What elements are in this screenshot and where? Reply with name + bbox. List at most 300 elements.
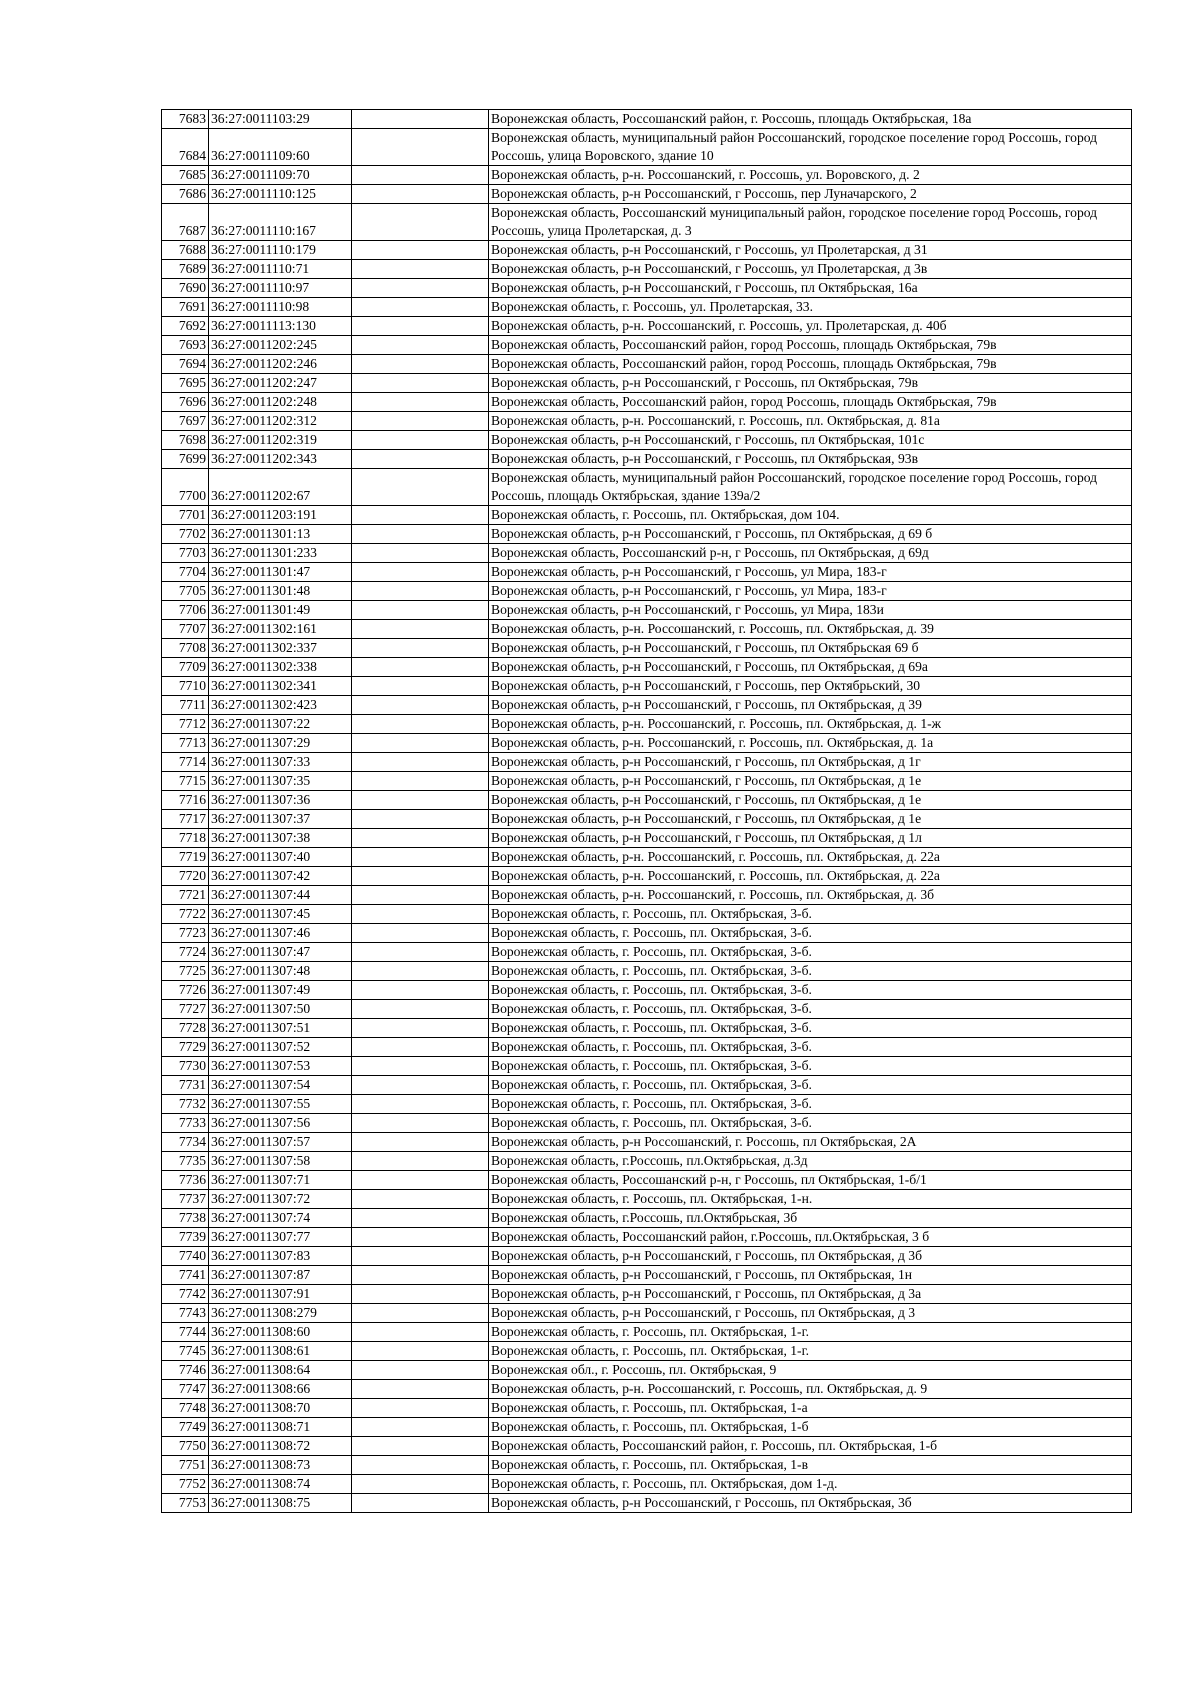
empty-cell — [352, 1494, 489, 1513]
empty-cell — [352, 431, 489, 450]
table-row — [162, 336, 1132, 355]
table-row — [162, 450, 1132, 469]
cadastral-number-cell: 36:27:0011110:179 — [209, 241, 352, 260]
empty-cell — [352, 1342, 489, 1361]
address-cell: Воронежская область, р-н Россошанский, г Россошь, пл Октябрьская, 101с — [489, 431, 1132, 450]
address-cell: Воронежская область, г. Россошь, пл. Октябрьская, 3-б. — [489, 1057, 1132, 1076]
table-row — [162, 696, 1132, 715]
address-cell: Воронежская область, р-н. Россошанский, г. Россошь, пл. Октябрьская, д. 1-ж — [489, 715, 1132, 734]
empty-cell — [352, 1076, 489, 1095]
table-row — [162, 525, 1132, 544]
address-cell: Воронежская область, Россошанский район, город Россошь, площадь Октябрьская, 79в — [489, 393, 1132, 412]
empty-cell — [352, 298, 489, 317]
cadastral-number-cell: 36:27:0011307:47 — [209, 943, 352, 962]
table-row — [162, 677, 1132, 696]
table-row — [162, 1171, 1132, 1190]
empty-cell — [352, 1266, 489, 1285]
empty-cell — [352, 1456, 489, 1475]
cadastral-number-cell: 36:27:0011307:52 — [209, 1038, 352, 1057]
address-cell: Воронежская область, г. Россошь, пл. Октябрьская, 1-н. — [489, 1190, 1132, 1209]
address-cell: Воронежская область, р-н Россошанский, г Россошь, пл Октябрьская, 3б — [489, 1494, 1132, 1513]
cadastral-number-cell: 36:27:0011202:312 — [209, 412, 352, 431]
row-number-cell: 7741 — [162, 1266, 209, 1285]
row-number-cell: 7737 — [162, 1190, 209, 1209]
table-row — [162, 1456, 1132, 1475]
table-row — [162, 393, 1132, 412]
cadastral-number-cell: 36:27:0011302:337 — [209, 639, 352, 658]
empty-cell — [352, 867, 489, 886]
address-cell: Воронежская область, р-н Россошанский, г Россошь, пл Октябрьская, д 3а — [489, 1285, 1132, 1304]
row-number-cell: 7706 — [162, 601, 209, 620]
table-row — [162, 829, 1132, 848]
table-row — [162, 962, 1132, 981]
row-number-cell: 7738 — [162, 1209, 209, 1228]
cadastral-number-cell: 36:27:0011308:73 — [209, 1456, 352, 1475]
row-number-cell: 7689 — [162, 260, 209, 279]
table-row — [162, 905, 1132, 924]
row-number-cell: 7703 — [162, 544, 209, 563]
address-cell: Воронежская область, р-н Россошанский, г Россошь, пл Октябрьская, 1н — [489, 1266, 1132, 1285]
empty-cell — [352, 772, 489, 791]
row-number-cell: 7730 — [162, 1057, 209, 1076]
row-number-cell: 7722 — [162, 905, 209, 924]
row-number-cell: 7716 — [162, 791, 209, 810]
address-cell: Воронежская область, р-н. Россошанский, г. Россошь, пл. Октябрьская, д. 22а — [489, 848, 1132, 867]
table-row — [162, 1285, 1132, 1304]
table-row — [162, 1247, 1132, 1266]
address-cell: Воронежская область, р-н Россошанский, г Россошь, пл Октябрьская, д 69а — [489, 658, 1132, 677]
empty-cell — [352, 1171, 489, 1190]
table-row — [162, 469, 1132, 506]
cadastral-number-cell: 36:27:0011302:423 — [209, 696, 352, 715]
row-number-cell: 7687 — [162, 204, 209, 241]
table-row — [162, 204, 1132, 241]
table-row — [162, 260, 1132, 279]
row-number-cell: 7745 — [162, 1342, 209, 1361]
address-cell: Воронежская область, Россошанский р-н, г Россошь, пл Октябрьская, д 69д — [489, 544, 1132, 563]
address-cell: Воронежская область, Россошанский район, город Россошь, площадь Октябрьская, 79в — [489, 355, 1132, 374]
cadastral-number-cell: 36:27:0011307:56 — [209, 1114, 352, 1133]
table-row — [162, 1475, 1132, 1494]
empty-cell — [352, 829, 489, 848]
address-cell: Воронежская область, г. Россошь, пл. Октябрьская, 1-б — [489, 1418, 1132, 1437]
empty-cell — [352, 810, 489, 829]
table-row — [162, 1000, 1132, 1019]
table-row — [162, 355, 1132, 374]
table-row — [162, 1380, 1132, 1399]
table-row — [162, 601, 1132, 620]
empty-cell — [352, 317, 489, 336]
row-number-cell: 7732 — [162, 1095, 209, 1114]
cadastral-number-cell: 36:27:0011307:38 — [209, 829, 352, 848]
empty-cell — [352, 639, 489, 658]
address-cell: Воронежская область, р-н Россошанский, г Россошь, ул Мира, 183и — [489, 601, 1132, 620]
cadastral-number-cell: 36:27:0011307:46 — [209, 924, 352, 943]
address-cell: Воронежская область, р-н Россошанский, г Россошь, ул Мира, 183-г — [489, 582, 1132, 601]
cadastral-number-cell: 36:27:0011110:98 — [209, 298, 352, 317]
address-cell: Воронежская область, р-н Россошанский, г Россошь, пл Октябрьская, д 69 б — [489, 525, 1132, 544]
address-cell: Воронежская область, г. Россошь, пл. Октябрьская, 3-б. — [489, 962, 1132, 981]
empty-cell — [352, 1247, 489, 1266]
address-cell: Воронежская область, г. Россошь, пл. Октябрьская, 1-г. — [489, 1323, 1132, 1342]
cadastral-number-cell: 36:27:0011202:67 — [209, 469, 352, 506]
cadastral-number-cell: 36:27:0011308:64 — [209, 1361, 352, 1380]
row-number-cell: 7729 — [162, 1038, 209, 1057]
cadastral-number-cell: 36:27:0011110:71 — [209, 260, 352, 279]
empty-cell — [352, 734, 489, 753]
table-row — [162, 279, 1132, 298]
table-row — [162, 1038, 1132, 1057]
empty-cell — [352, 110, 489, 129]
empty-cell — [352, 905, 489, 924]
cadastral-number-cell: 36:27:0011308:74 — [209, 1475, 352, 1494]
address-cell: Воронежская область, р-н Россошанский, г Россошь, пл Октябрьская, д 3б — [489, 1247, 1132, 1266]
address-cell: Воронежская область, г.Россошь, пл.Октябрьская, 3б — [489, 1209, 1132, 1228]
table-row — [162, 1095, 1132, 1114]
table-row — [162, 867, 1132, 886]
row-number-cell: 7710 — [162, 677, 209, 696]
cadastral-number-cell: 36:27:0011302:341 — [209, 677, 352, 696]
row-number-cell: 7724 — [162, 943, 209, 962]
address-cell: Воронежская область, р-н Россошанский, г Россошь, ул Пролетарская, д 3в — [489, 260, 1132, 279]
address-cell: Воронежская область, г. Россошь, пл. Октябрьская, 3-б. — [489, 1095, 1132, 1114]
address-cell: Воронежская область, г. Россошь, пл. Октябрьская, 3-б. — [489, 1000, 1132, 1019]
empty-cell — [352, 1380, 489, 1399]
cadastral-number-cell: 36:27:0011307:71 — [209, 1171, 352, 1190]
address-cell: Воронежская область, р-н Россошанский, г Россошь, пл Октябрьская, д 1л — [489, 829, 1132, 848]
cadastral-number-cell: 36:27:0011307:29 — [209, 734, 352, 753]
table-row — [162, 563, 1132, 582]
table-row — [162, 1133, 1132, 1152]
address-cell: Воронежская область, р-н Россошанский, г Россошь, ул Мира, 183-г — [489, 563, 1132, 582]
cadastral-number-cell: 36:27:0011307:22 — [209, 715, 352, 734]
empty-cell — [352, 658, 489, 677]
row-number-cell: 7728 — [162, 1019, 209, 1038]
cadastral-number-cell: 36:27:0011203:191 — [209, 506, 352, 525]
address-cell: Воронежская область, г. Россошь, пл. Октябрьская, 3-б. — [489, 1038, 1132, 1057]
address-cell: Воронежская область, г. Россошь, пл. Октябрьская, 1-г. — [489, 1342, 1132, 1361]
row-number-cell: 7750 — [162, 1437, 209, 1456]
row-number-cell: 7751 — [162, 1456, 209, 1475]
address-cell: Воронежская область, р-н. Россошанский, г. Россошь, пл. Октябрьская, д. 3б — [489, 886, 1132, 905]
cadastral-number-cell: 36:27:0011110:125 — [209, 185, 352, 204]
empty-cell — [352, 582, 489, 601]
empty-cell — [352, 791, 489, 810]
row-number-cell: 7700 — [162, 469, 209, 506]
table-row — [162, 110, 1132, 129]
table-row — [162, 166, 1132, 185]
empty-cell — [352, 962, 489, 981]
empty-cell — [352, 260, 489, 279]
cadastral-number-cell: 36:27:0011307:72 — [209, 1190, 352, 1209]
cadastral-number-cell: 36:27:0011307:57 — [209, 1133, 352, 1152]
row-number-cell: 7702 — [162, 525, 209, 544]
cadastral-number-cell: 36:27:0011307:77 — [209, 1228, 352, 1247]
row-number-cell: 7699 — [162, 450, 209, 469]
empty-cell — [352, 1323, 489, 1342]
row-number-cell: 7683 — [162, 110, 209, 129]
cadastral-number-cell: 36:27:0011308:66 — [209, 1380, 352, 1399]
table-row — [162, 1494, 1132, 1513]
cadastral-number-cell: 36:27:0011308:71 — [209, 1418, 352, 1437]
address-cell: Воронежская область, Россошанский район, г. Россошь, пл. Октябрьская, 1-б — [489, 1437, 1132, 1456]
table-row — [162, 791, 1132, 810]
cadastral-number-cell: 36:27:0011301:47 — [209, 563, 352, 582]
address-cell: Воронежская область, р-н. Россошанский, г. Россошь, ул. Пролетарская, д. 40б — [489, 317, 1132, 336]
cadastral-number-cell: 36:27:0011301:48 — [209, 582, 352, 601]
address-cell: Воронежская область, г. Россошь, пл. Октябрьская, 3-б. — [489, 943, 1132, 962]
table-row — [162, 943, 1132, 962]
cadastral-number-cell: 36:27:0011202:343 — [209, 450, 352, 469]
row-number-cell: 7743 — [162, 1304, 209, 1323]
address-cell: Воронежская область, р-н Россошанский, г Россошь, пл Октябрьская, д 1е — [489, 810, 1132, 829]
row-number-cell: 7711 — [162, 696, 209, 715]
address-cell: Воронежская область, р-н. Россошанский, г. Россошь, пл. Октябрьская, д. 81а — [489, 412, 1132, 431]
row-number-cell: 7691 — [162, 298, 209, 317]
row-number-cell: 7749 — [162, 1418, 209, 1437]
address-cell: Воронежская область, г. Россошь, пл. Октябрьская, 1-в — [489, 1456, 1132, 1475]
empty-cell — [352, 412, 489, 431]
empty-cell — [352, 924, 489, 943]
row-number-cell: 7718 — [162, 829, 209, 848]
row-number-cell: 7708 — [162, 639, 209, 658]
address-cell: Воронежская область, г. Россошь, пл. Октябрьская, 3-б. — [489, 924, 1132, 943]
cadastral-number-cell: 36:27:0011308:70 — [209, 1399, 352, 1418]
row-number-cell: 7753 — [162, 1494, 209, 1513]
row-number-cell: 7694 — [162, 355, 209, 374]
row-number-cell: 7725 — [162, 962, 209, 981]
cadastral-number-cell: 36:27:0011202:248 — [209, 393, 352, 412]
table-row — [162, 544, 1132, 563]
table-row — [162, 506, 1132, 525]
address-cell: Воронежская область, р-н Россошанский, г Россошь, пл Октябрьская, д 1г — [489, 753, 1132, 772]
address-cell: Воронежская область, р-н. Россошанский, г. Россошь, пл. Октябрьская, д. 39 — [489, 620, 1132, 639]
table-row — [162, 772, 1132, 791]
row-number-cell: 7714 — [162, 753, 209, 772]
address-cell: Воронежская область, р-н Россошанский, г Россошь, пл Октябрьская 69 б — [489, 639, 1132, 658]
row-number-cell: 7733 — [162, 1114, 209, 1133]
address-cell: Воронежская обл., г. Россошь, пл. Октябрьская, 9 — [489, 1361, 1132, 1380]
empty-cell — [352, 506, 489, 525]
table-row — [162, 1399, 1132, 1418]
address-cell: Воронежская область, Россошанский муниципальный район, городское поселение город Россошь, город Россошь, улица Пролетарская, д. 3 — [489, 204, 1132, 241]
records-table — [161, 109, 1132, 1513]
address-cell: Воронежская область, р-н Россошанский, г Россошь, пер Луначарского, 2 — [489, 185, 1132, 204]
empty-cell — [352, 204, 489, 241]
table-row — [162, 129, 1132, 166]
address-cell: Воронежская область, г. Россошь, пл. Октябрьская, 3-б. — [489, 1114, 1132, 1133]
row-number-cell: 7739 — [162, 1228, 209, 1247]
cadastral-number-cell: 36:27:0011307:83 — [209, 1247, 352, 1266]
cadastral-number-cell: 36:27:0011307:36 — [209, 791, 352, 810]
empty-cell — [352, 450, 489, 469]
table-row — [162, 639, 1132, 658]
address-cell: Воронежская область, Россошанский район, г. Россошь, площадь Октябрьская, 18а — [489, 110, 1132, 129]
empty-cell — [352, 677, 489, 696]
address-cell: Воронежская область, р-н Россошанский, г Россошь, пл Октябрьская, 79в — [489, 374, 1132, 393]
table-row — [162, 1304, 1132, 1323]
address-cell: Воронежская область, Россошанский район, город Россошь, площадь Октябрьская, 79в — [489, 336, 1132, 355]
address-cell: Воронежская область, г. Россошь, пл. Октябрьская, дом 1-д. — [489, 1475, 1132, 1494]
address-cell: Воронежская область, г. Россошь, пл. Октябрьская, 3-б. — [489, 905, 1132, 924]
empty-cell — [352, 1418, 489, 1437]
cadastral-number-cell: 36:27:0011109:60 — [209, 129, 352, 166]
empty-cell — [352, 1057, 489, 1076]
table-row — [162, 317, 1132, 336]
cadastral-number-cell: 36:27:0011301:13 — [209, 525, 352, 544]
empty-cell — [352, 1114, 489, 1133]
row-number-cell: 7734 — [162, 1133, 209, 1152]
address-cell: Воронежская область, р-н Россошанский, г Россошь, пл Октябрьская, д 1е — [489, 791, 1132, 810]
empty-cell — [352, 393, 489, 412]
empty-cell — [352, 1361, 489, 1380]
empty-cell — [352, 1152, 489, 1171]
cadastral-number-cell: 36:27:0011308:72 — [209, 1437, 352, 1456]
cadastral-number-cell: 36:27:0011302:161 — [209, 620, 352, 639]
address-cell: Воронежская область, муниципальный район Россошанский, городское поселение город Россошь, город Россошь, площадь Октябрьская, здание 139а/2 — [489, 469, 1132, 506]
table-row — [162, 1152, 1132, 1171]
empty-cell — [352, 715, 489, 734]
row-number-cell: 7686 — [162, 185, 209, 204]
table-row — [162, 1076, 1132, 1095]
address-cell: Воронежская область, р-н Россошанский, г Россошь, пл Октябрьская, д 1е — [489, 772, 1132, 791]
address-cell: Воронежская область, р-н Россошанский, г Россошь, пл Октябрьская, 93в — [489, 450, 1132, 469]
address-cell: Воронежская область, р-н. Россошанский, г. Россошь, ул. Воровского, д. 2 — [489, 166, 1132, 185]
empty-cell — [352, 1304, 489, 1323]
empty-cell — [352, 1475, 489, 1494]
table-row — [162, 1209, 1132, 1228]
empty-cell — [352, 1038, 489, 1057]
row-number-cell: 7746 — [162, 1361, 209, 1380]
table-row — [162, 981, 1132, 1000]
cadastral-number-cell: 36:27:0011307:44 — [209, 886, 352, 905]
cadastral-number-cell: 36:27:0011308:60 — [209, 1323, 352, 1342]
address-cell: Воронежская область, р-н Россошанский, г Россошь, пл Октябрьская, д 3 — [489, 1304, 1132, 1323]
row-number-cell: 7731 — [162, 1076, 209, 1095]
table-row — [162, 412, 1132, 431]
cadastral-number-cell: 36:27:0011308:61 — [209, 1342, 352, 1361]
empty-cell — [352, 1209, 489, 1228]
table-row — [162, 1057, 1132, 1076]
address-cell: Воронежская область, р-н Россошанский, г Россошь, пер Октябрьский, 30 — [489, 677, 1132, 696]
row-number-cell: 7717 — [162, 810, 209, 829]
row-number-cell: 7723 — [162, 924, 209, 943]
records-table-body — [162, 110, 1132, 1513]
table-row — [162, 658, 1132, 677]
empty-cell — [352, 1437, 489, 1456]
empty-cell — [352, 544, 489, 563]
cadastral-number-cell: 36:27:0011307:54 — [209, 1076, 352, 1095]
empty-cell — [352, 563, 489, 582]
row-number-cell: 7685 — [162, 166, 209, 185]
empty-cell — [352, 355, 489, 374]
cadastral-number-cell: 36:27:0011202:247 — [209, 374, 352, 393]
row-number-cell: 7715 — [162, 772, 209, 791]
table-row — [162, 1323, 1132, 1342]
empty-cell — [352, 336, 489, 355]
row-number-cell: 7735 — [162, 1152, 209, 1171]
table-row — [162, 848, 1132, 867]
cadastral-number-cell: 36:27:0011307:49 — [209, 981, 352, 1000]
cadastral-number-cell: 36:27:0011202:319 — [209, 431, 352, 450]
row-number-cell: 7720 — [162, 867, 209, 886]
table-row — [162, 431, 1132, 450]
table-row — [162, 1114, 1132, 1133]
address-cell: Воронежская область, р-н Россошанский, г Россошь, пл Октябрьская, д 39 — [489, 696, 1132, 715]
cadastral-number-cell: 36:27:0011307:55 — [209, 1095, 352, 1114]
row-number-cell: 7697 — [162, 412, 209, 431]
table-row — [162, 715, 1132, 734]
row-number-cell: 7698 — [162, 431, 209, 450]
empty-cell — [352, 601, 489, 620]
cadastral-number-cell: 36:27:0011307:50 — [209, 1000, 352, 1019]
empty-cell — [352, 1190, 489, 1209]
cadastral-number-cell: 36:27:0011103:29 — [209, 110, 352, 129]
row-number-cell: 7719 — [162, 848, 209, 867]
row-number-cell: 7709 — [162, 658, 209, 677]
table-row — [162, 734, 1132, 753]
empty-cell — [352, 981, 489, 1000]
empty-cell — [352, 753, 489, 772]
table-row — [162, 620, 1132, 639]
empty-cell — [352, 1228, 489, 1247]
row-number-cell: 7688 — [162, 241, 209, 260]
table-row — [162, 1361, 1132, 1380]
cadastral-number-cell: 36:27:0011307:48 — [209, 962, 352, 981]
cadastral-number-cell: 36:27:0011110:97 — [209, 279, 352, 298]
row-number-cell: 7742 — [162, 1285, 209, 1304]
empty-cell — [352, 848, 489, 867]
empty-cell — [352, 1399, 489, 1418]
row-number-cell: 7695 — [162, 374, 209, 393]
row-number-cell: 7748 — [162, 1399, 209, 1418]
row-number-cell: 7713 — [162, 734, 209, 753]
address-cell: Воронежская область, р-н. Россошанский, г. Россошь, пл. Октябрьская, д. 9 — [489, 1380, 1132, 1399]
address-cell: Воронежская область, р-н Россошанский, г Россошь, ул Пролетарская, д 31 — [489, 241, 1132, 260]
row-number-cell: 7721 — [162, 886, 209, 905]
row-number-cell: 7705 — [162, 582, 209, 601]
row-number-cell: 7740 — [162, 1247, 209, 1266]
table-row — [162, 1190, 1132, 1209]
empty-cell — [352, 241, 489, 260]
cadastral-number-cell: 36:27:0011301:233 — [209, 544, 352, 563]
cadastral-number-cell: 36:27:0011307:58 — [209, 1152, 352, 1171]
table-row — [162, 753, 1132, 772]
address-cell: Воронежская область, р-н. Россошанский, г. Россошь, пл. Октябрьская, д. 22а — [489, 867, 1132, 886]
table-row — [162, 298, 1132, 317]
empty-cell — [352, 886, 489, 905]
address-cell: Воронежская область, р-н Россошанский, г Россошь, пл Октябрьская, 16а — [489, 279, 1132, 298]
row-number-cell: 7726 — [162, 981, 209, 1000]
row-number-cell: 7707 — [162, 620, 209, 639]
address-cell: Воронежская область, г. Россошь, пл. Октябрьская, 3-б. — [489, 981, 1132, 1000]
table-row — [162, 886, 1132, 905]
address-cell: Воронежская область, г. Россошь, пл. Октябрьская, 3-б. — [489, 1019, 1132, 1038]
cadastral-number-cell: 36:27:0011307:91 — [209, 1285, 352, 1304]
table-row — [162, 924, 1132, 943]
table-row — [162, 374, 1132, 393]
cadastral-number-cell: 36:27:0011302:338 — [209, 658, 352, 677]
empty-cell — [352, 943, 489, 962]
empty-cell — [352, 166, 489, 185]
table-row — [162, 1342, 1132, 1361]
empty-cell — [352, 279, 489, 298]
empty-cell — [352, 374, 489, 393]
cadastral-number-cell: 36:27:0011202:245 — [209, 336, 352, 355]
row-number-cell: 7752 — [162, 1475, 209, 1494]
row-number-cell: 7747 — [162, 1380, 209, 1399]
table-row — [162, 1019, 1132, 1038]
